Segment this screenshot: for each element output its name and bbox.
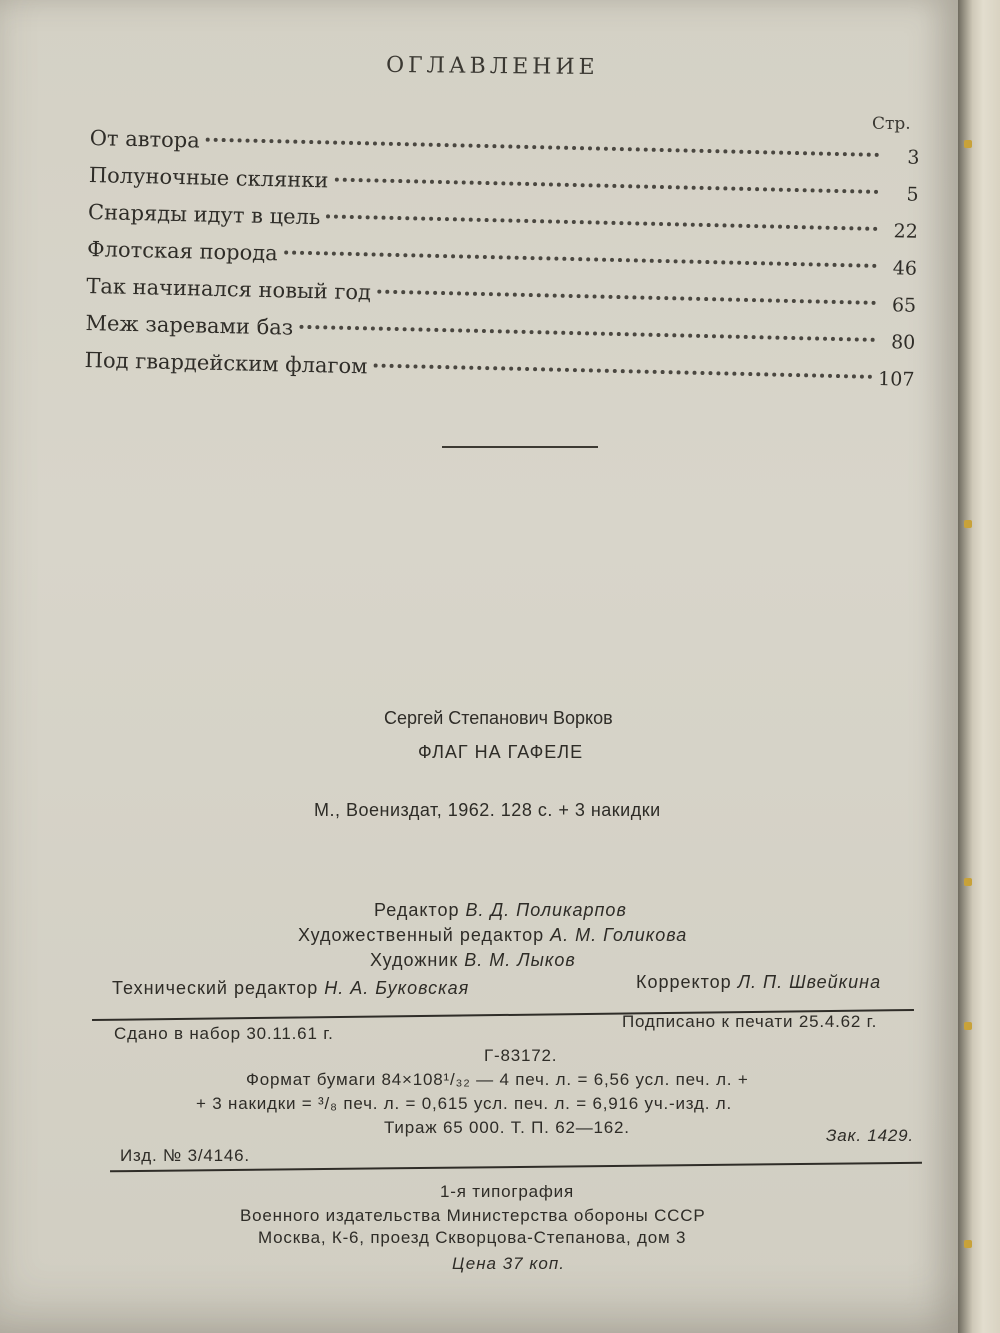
printer-line-1: 1-я типография [440,1182,574,1201]
binding-mark [964,1022,972,1030]
binding-mark [964,878,972,886]
toc-entry-label: Полуночные склянки [88,162,329,193]
page-edge [958,0,1000,1333]
editor-name: В. Д. Поликарпов [465,900,627,920]
toc-page-header: Стр. [872,114,911,134]
printer-line-3: Москва, К-6, проезд Скворцова-Степанова, дом 3 [258,1228,687,1247]
toc-entry-page: 46 [892,257,918,280]
binding-mark [964,520,972,528]
paper-format-line2: + 3 накидки = ³/₈ печ. л. = 0,615 усл. печ. л. = 6,916 уч.-изд. л. [196,1094,732,1113]
binding-mark [964,140,972,148]
publication-info: М., Воениздат, 1962. 128 с. + 3 накидки [314,800,661,820]
toc-entry-label: Так начинался новый год [86,273,372,305]
toc-entry-page: 3 [907,146,920,169]
toc-title: ОГЛАВЛЕНИЕ [385,52,599,81]
toc-entry-label: Флотская порода [86,236,278,266]
typeset-date: Сдано в набор 30.11.61 г. [114,1024,334,1043]
toc-entry-page: 80 [890,331,916,354]
art-editor-role: Художественный редактор [298,925,545,945]
artist-name: В. М. Лыков [464,950,576,970]
toc-entry-page: 5 [906,183,919,206]
corrector-name: Л. П. Швейкина [737,972,882,992]
artist-role: Художник [370,950,459,970]
art-editor-name: А. М. Голикова [550,925,688,945]
order-number: Зак. 1429. [826,1126,914,1145]
toc-entry-page: 107 [877,367,915,391]
artist-credit [370,950,576,971]
paper-format-line1: Формат бумаги 84×108¹/₃₂ — 4 печ. л. = 6,56 усл. печ. л. + [246,1070,749,1089]
toc-entry-page: 22 [893,220,919,243]
art-editor-credit [298,925,687,946]
signed-date: Подписано к печати 25.4.62 г. [622,1012,878,1031]
toc-entry-label: От автора [89,126,201,153]
censor-code: Г-83172. [484,1046,558,1065]
toc-entry-label: Снаряды идут в цель [87,199,321,230]
toc-entry-page: 65 [891,294,917,317]
tech-editor-credit [112,978,469,999]
corrector-role: Корректор [636,972,732,992]
circulation: Тираж 65 000. Т. П. 62—162. [384,1118,630,1137]
editor-credit [374,900,627,921]
tech-editor-role: Технический редактор [112,978,319,998]
edition-number: Изд. № 3/4146. [120,1146,250,1165]
tech-editor-name: Н. А. Буковская [324,978,470,998]
toc-entry-label: Под гвардейским флагом [84,347,368,379]
toc-entry-label: Меж заревами баз [85,310,294,340]
printer-line-2: Военного издательства Министерства обороны СССР [240,1206,706,1225]
author-name: Сергей Степанович Ворков [384,708,613,728]
book-title: ФЛАГ НА ГАФЕЛЕ [418,742,584,762]
editor-role: Редактор [374,900,460,920]
price: Цена 37 коп. [452,1254,565,1273]
binding-mark [964,1240,972,1248]
corrector-credit [636,972,881,993]
